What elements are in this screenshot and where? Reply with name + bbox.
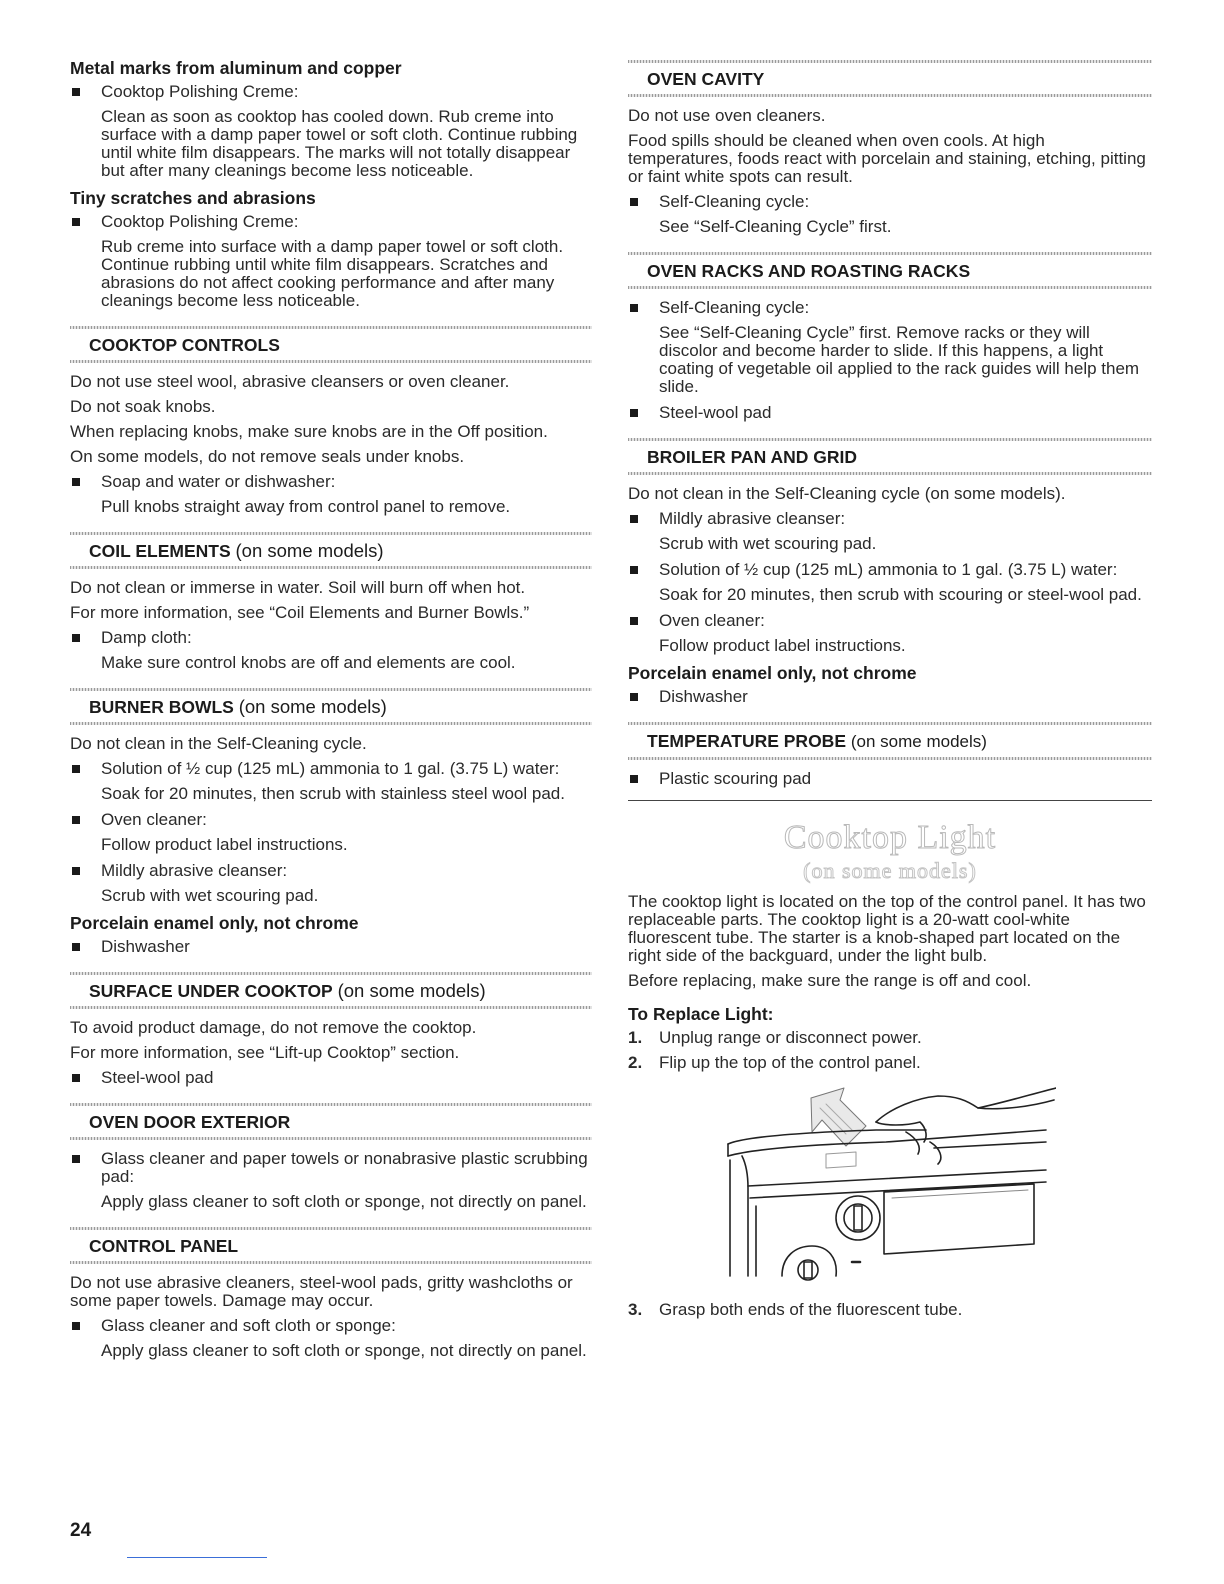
coil-elements-opt: (on some models) bbox=[235, 540, 384, 561]
broiler-section bbox=[628, 438, 1152, 475]
oven-racks-text1: See “Self-Cleaning Cycle” first. Remove racks or they will discolor and become harder to slide. If this happens, a light coating of vegetable oil applied to the rack guides will help them slide. bbox=[659, 323, 1140, 396]
surface-under-bullet: Steel-wool pad bbox=[70, 1069, 592, 1087]
section-rule bbox=[70, 360, 592, 363]
burner-bowls-section bbox=[70, 688, 592, 725]
broiler-title: BROILER PAN AND GRID bbox=[647, 447, 857, 467]
cooktop-light-p1: The cooktop light is located on the top of the control panel. It has two replaceable parts. The cooktop light is a 20-watt cool-white fluorescent tube. The starter is a knob-shaped part located on the right side of the backguard, under the light bulb. bbox=[628, 892, 1146, 965]
metal-marks-bullet: Cooktop Polishing Creme: bbox=[70, 83, 592, 101]
surface-under-title: SURFACE UNDER COOKTOP bbox=[89, 981, 333, 1001]
cooktop-light-title: Cooktop Light bbox=[783, 819, 997, 856]
burner-bowls-bullet2: Oven cleaner: bbox=[70, 811, 592, 829]
cooktop-controls-bullet: Soap and water or dishwasher: bbox=[70, 473, 592, 491]
control-panel-text: Apply glass cleaner to soft cloth or sponge, not directly on panel. bbox=[101, 1341, 587, 1360]
metal-marks-text: Clean as soon as cooktop has cooled down. Rub creme into surface with a damp paper towel or soft cloth. Continue rubbing until white film disappears. The marks will not totally disappear but after many cleanings become less noticeable. bbox=[101, 107, 578, 180]
surface-under-section bbox=[70, 972, 592, 1009]
section-rule bbox=[628, 286, 1152, 289]
metal-marks-heading: Metal marks from aluminum and copper bbox=[70, 58, 402, 78]
oven-cavity-bullet: Self-Cleaning cycle: bbox=[628, 193, 1152, 211]
burner-bowls-text2: Follow product label instructions. bbox=[101, 835, 348, 854]
section-rule bbox=[70, 1006, 592, 1009]
section-rule bbox=[70, 566, 592, 569]
oven-racks-section bbox=[628, 252, 1152, 289]
page-number: 24 bbox=[70, 1520, 92, 1541]
coil-elements-text: Make sure control knobs are off and elements are cool. bbox=[101, 653, 516, 672]
step-1 bbox=[628, 1029, 1152, 1047]
broiler-heading: Porcelain enamel only, not chrome bbox=[628, 663, 917, 683]
broiler-text1: Scrub with wet scouring pad. bbox=[659, 534, 877, 553]
control-panel-section bbox=[70, 1227, 592, 1264]
coil-elements-title: COIL ELEMENTS bbox=[89, 541, 231, 561]
burner-bowls-bullet3: Mildly abrasive cleanser: bbox=[70, 862, 592, 880]
cooktop-light-p2: Before replacing, make sure the range is off and cool. bbox=[628, 971, 1032, 990]
coil-elements-p2: For more information, see “Coil Elements and Burner Bowls.” bbox=[70, 603, 530, 622]
broiler-bullet3: Oven cleaner: bbox=[628, 612, 1152, 630]
section-rule bbox=[628, 94, 1152, 97]
step-2 bbox=[628, 1054, 1152, 1072]
right-column bbox=[628, 58, 1152, 1326]
oven-racks-bullet1: Self-Cleaning cycle: bbox=[628, 299, 1152, 317]
cooktop-controls-section bbox=[70, 326, 592, 363]
step-1-num: 1. bbox=[628, 1028, 643, 1047]
oven-cavity-title: OVEN CAVITY bbox=[647, 69, 765, 89]
cooktop-light-subtitle: (on some models) bbox=[803, 858, 977, 883]
control-panel-bullet: Glass cleaner and soft cloth or sponge: bbox=[70, 1317, 592, 1335]
broiler-text2: Soak for 20 minutes, then scrub with scouring or steel-wool pad. bbox=[659, 585, 1142, 604]
oven-door-text: Apply glass cleaner to soft cloth or sponge, not directly on panel. bbox=[101, 1192, 587, 1211]
section-rule bbox=[628, 472, 1152, 475]
oven-cavity-text: See “Self-Cleaning Cycle” first. bbox=[659, 217, 892, 236]
burner-bowls-text1: Soak for 20 minutes, then scrub with stainless steel wool pad. bbox=[101, 784, 565, 803]
step-3 bbox=[628, 1301, 1152, 1319]
broiler-bullet4: Dishwasher bbox=[628, 688, 1152, 706]
oven-cavity-p2: Food spills should be cleaned when oven cools. At high temperatures, foods react with porcelain and staining, etching, pitting or faint white spots can result. bbox=[628, 131, 1146, 186]
broiler-bullet2: Solution of ½ cup (125 mL) ammonia to 1 gal. (3.75 L) water: bbox=[628, 561, 1152, 579]
burner-bowls-text3: Scrub with wet scouring pad. bbox=[101, 886, 319, 905]
oven-cavity-p1: Do not use oven cleaners. bbox=[628, 106, 826, 125]
section-rule bbox=[628, 757, 1152, 760]
step-2-text: Flip up the top of the control panel. bbox=[659, 1053, 921, 1072]
replace-light-heading: To Replace Light: bbox=[628, 1004, 774, 1024]
cooktop-controls-p1: Do not use steel wool, abrasive cleansers or oven cleaner. bbox=[70, 372, 510, 391]
coil-elements-section bbox=[70, 532, 592, 569]
coil-elements-p1: Do not clean or immerse in water. Soil will burn off when hot. bbox=[70, 578, 526, 597]
temp-probe-title: TEMPERATURE PROBE bbox=[647, 731, 846, 751]
section-rule bbox=[70, 1261, 592, 1264]
burner-bowls-p1: Do not clean in the Self-Cleaning cycle. bbox=[70, 734, 367, 753]
left-column bbox=[70, 58, 592, 1368]
hand-lifting-panel-icon bbox=[716, 1086, 1056, 1281]
oven-door-title: OVEN DOOR EXTERIOR bbox=[89, 1112, 291, 1132]
temp-probe-section bbox=[628, 722, 1152, 760]
temp-probe-opt: (on some models) bbox=[850, 732, 987, 751]
tiny-scratches-heading: Tiny scratches and abrasions bbox=[70, 188, 316, 208]
footer-line bbox=[127, 1557, 267, 1558]
burner-bowls-title: BURNER BOWLS bbox=[89, 697, 234, 717]
section-rule bbox=[70, 722, 592, 725]
cooktop-controls-p4: On some models, do not remove seals under knobs. bbox=[70, 447, 465, 466]
tiny-scratches-text: Rub creme into surface with a damp paper towel or soft cloth. Continue rubbing until white film disappears. Scratches and abrasions do not affect cooking performance and after many cleanings become less noticeable. bbox=[101, 237, 564, 310]
oven-door-section bbox=[70, 1103, 592, 1140]
temp-probe-bullet: Plastic scouring pad bbox=[628, 770, 1152, 788]
control-panel-illustration bbox=[716, 1086, 1056, 1281]
cooktop-controls-p2: Do not soak knobs. bbox=[70, 397, 216, 416]
oven-racks-title: OVEN RACKS AND ROASTING RACKS bbox=[647, 261, 971, 281]
control-panel-p1: Do not use abrasive cleaners, steel-wool pads, gritty washcloths or some paper towels. Damage may occur. bbox=[70, 1273, 573, 1310]
surface-under-p2: For more information, see “Lift-up Cooktop” section. bbox=[70, 1043, 460, 1062]
cooktop-controls-title: COOKTOP CONTROLS bbox=[89, 335, 280, 355]
broiler-text3: Follow product label instructions. bbox=[659, 636, 906, 655]
step-2-num: 2. bbox=[628, 1053, 643, 1072]
surface-under-p1: To avoid product damage, do not remove the cooktop. bbox=[70, 1018, 477, 1037]
step-1-text: Unplug range or disconnect power. bbox=[659, 1028, 922, 1047]
cooktop-controls-text: Pull knobs straight away from control panel to remove. bbox=[101, 497, 511, 516]
oven-racks-bullet2: Steel-wool pad bbox=[628, 404, 1152, 422]
section-rule bbox=[70, 1137, 592, 1140]
oven-cavity-section bbox=[628, 60, 1152, 97]
cooktop-controls-p3: When replacing knobs, make sure knobs are in the Off position. bbox=[70, 422, 548, 441]
step-3-text: Grasp both ends of the fluorescent tube. bbox=[659, 1300, 963, 1319]
broiler-bullet1: Mildly abrasive cleanser: bbox=[628, 510, 1152, 528]
surface-under-opt: (on some models) bbox=[337, 980, 486, 1001]
oven-door-bullet: Glass cleaner and paper towels or nonabrasive plastic scrubbing pad: bbox=[70, 1150, 592, 1186]
tiny-scratches-bullet: Cooktop Polishing Creme: bbox=[70, 213, 592, 231]
control-panel-title: CONTROL PANEL bbox=[89, 1236, 239, 1256]
broiler-p1: Do not clean in the Self-Cleaning cycle (on some models). bbox=[628, 484, 1066, 503]
burner-bowls-bullet4: Dishwasher bbox=[70, 938, 592, 956]
coil-elements-bullet: Damp cloth: bbox=[70, 629, 592, 647]
burner-bowls-bullet1: Solution of ½ cup (125 mL) ammonia to 1 gal. (3.75 L) water: bbox=[70, 760, 592, 778]
burner-bowls-opt: (on some models) bbox=[238, 696, 387, 717]
section-divider bbox=[628, 800, 1152, 801]
burner-bowls-heading: Porcelain enamel only, not chrome bbox=[70, 913, 359, 933]
step-3-num: 3. bbox=[628, 1300, 643, 1319]
